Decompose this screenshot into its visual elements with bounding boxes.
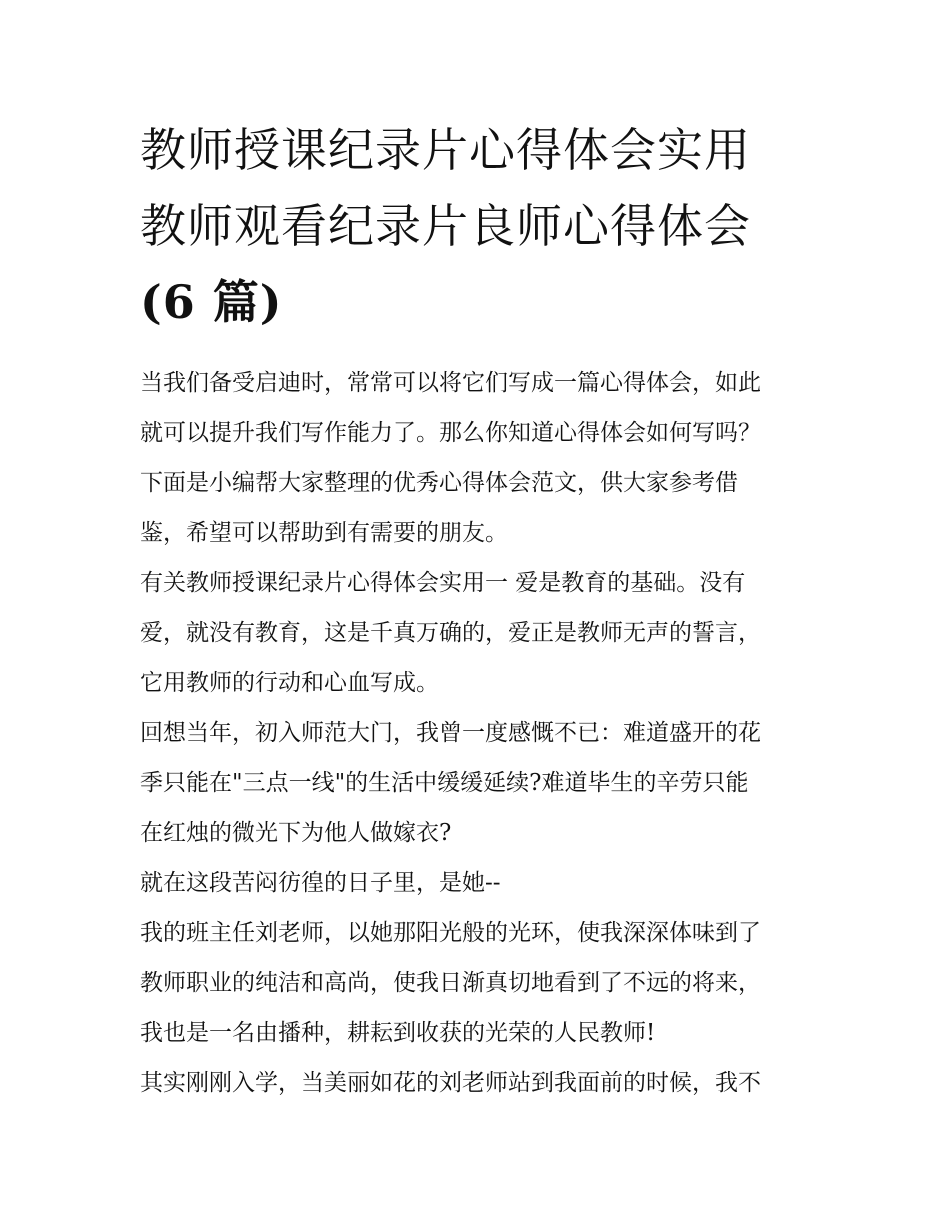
paragraph-teacher-liu xyxy=(140,908,820,1058)
document-body xyxy=(140,358,820,1108)
paragraph-line: 季只能在"三点一线"的生活中缓缓延续?难道毕生的辛劳只能 xyxy=(140,770,749,796)
paragraph-line: 就可以提升我们写作能力了。那么你知道心得体会如何写吗？ xyxy=(140,420,761,446)
title-line-2: 教师观看纪录片良师心得体会 xyxy=(140,199,751,253)
paragraph-love-education xyxy=(140,558,820,708)
paragraph-line: 就在这段苦闷彷徨的日子里，是她-- xyxy=(140,870,501,896)
title-line-3: (6 篇) xyxy=(140,275,283,329)
document-page xyxy=(140,112,820,1108)
paragraph-recall xyxy=(140,708,820,858)
paragraph-first-day xyxy=(140,1058,820,1108)
document-title xyxy=(140,112,820,340)
paragraph-line: 回想当年，初入师范大门，我曾一度感慨不已：难道盛开的花 xyxy=(140,720,761,746)
paragraph-her xyxy=(140,858,820,908)
paragraph-line: 我也是一名由播种，耕耘到收获的光荣的人民教师! xyxy=(140,1020,656,1046)
paragraph-line: 爱，就没有教育，这是千真万确的，爱正是教师无声的誓言， xyxy=(140,620,761,646)
paragraph-line: 在红烛的微光下为他人做嫁衣? xyxy=(140,820,452,846)
paragraph-line: 它用教师的行动和心血写成。 xyxy=(140,670,439,696)
paragraph-line: 下面是小编帮大家整理的优秀心得体会范文，供大家参考借 xyxy=(140,470,738,496)
paragraph-line: 鉴，希望可以帮助到有需要的朋友。 xyxy=(140,520,508,546)
paragraph-line: 当我们备受启迪时，常常可以将它们写成一篇心得体会，如此 xyxy=(140,370,761,396)
paragraph-line: 我的班主任刘老师，以她那阳光般的光环，使我深深体味到了 xyxy=(140,920,761,946)
paragraph-line: 有关教师授课纪录片心得体会实用一 爱是教育的基础。没有 xyxy=(140,570,746,596)
paragraph-line: 教师职业的纯洁和高尚，使我日渐真切地看到了不远的将来， xyxy=(140,970,761,996)
paragraph-line: 其实刚刚入学，当美丽如花的刘老师站到我面前的时候，我不 xyxy=(140,1070,761,1096)
paragraph-intro xyxy=(140,358,820,558)
title-line-1: 教师授课纪录片心得体会实用 xyxy=(140,123,751,177)
